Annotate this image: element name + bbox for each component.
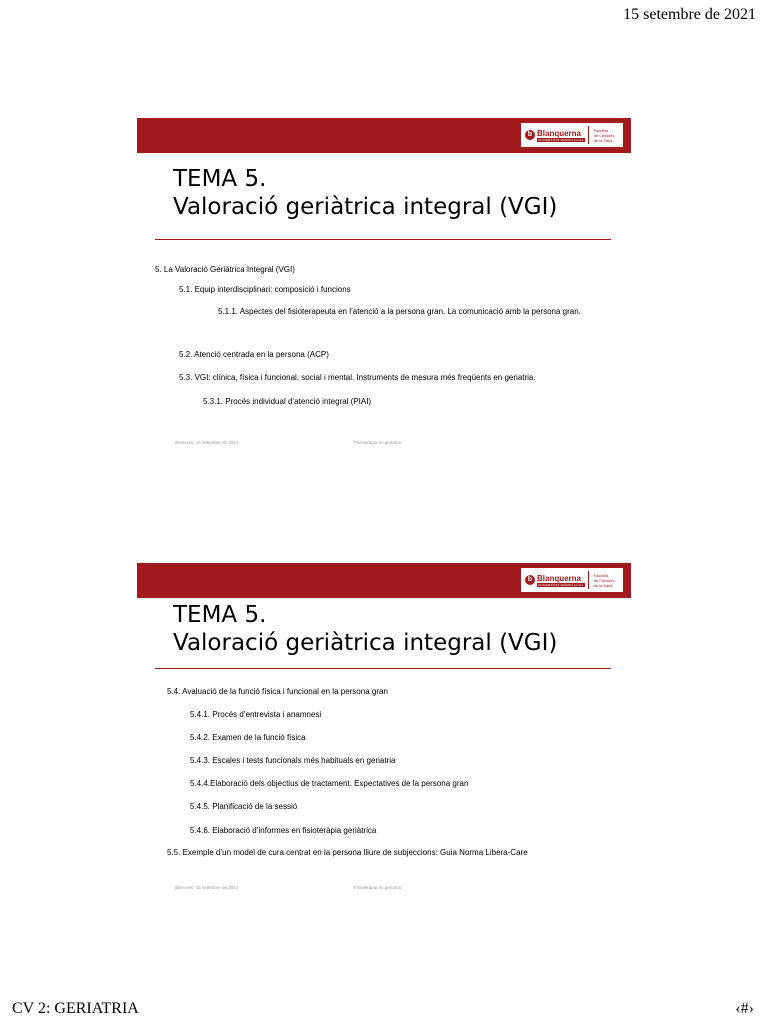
- logo-faculty-2: de Ciències: [593, 577, 615, 583]
- title-divider: [155, 668, 611, 669]
- topic-item: 5.4.4.Elaboració dels objectius de tractament. Expectatives de la persona gran: [190, 779, 469, 788]
- page-date: 15 setembre de 2021: [623, 6, 756, 23]
- slide-title-line-2: Valoració geriàtrica integral (VGI): [173, 630, 558, 656]
- slide-title: [173, 601, 557, 657]
- slide-footer-date: dimecres, 15 setembre de 2021: [175, 440, 239, 445]
- logo-faculty-1: Facultat: [593, 127, 608, 133]
- logo-faculty-2: de Ciències: [593, 132, 615, 138]
- slide-footer-course: Fisioteràpia en geriatria: [354, 885, 402, 890]
- topic-item: 5. La Valoració Geriàtrica Integral (VGI): [155, 265, 295, 274]
- slide-2: [137, 563, 631, 908]
- page-footer-title: CV 2: GERIATRIA: [12, 1000, 139, 1017]
- topic-item: 5.5. Exemple d’un model de cura centrat en la persona lliure de subjeccions: Guia Norma Libera-Care: [167, 848, 528, 857]
- slide-title-line-1: TEMA 5.: [173, 602, 267, 628]
- topic-item: 5.4.3. Escales i tests funcionals més habituals en geriatria: [190, 756, 396, 765]
- logo-faculty-3: de la Salut: [593, 137, 613, 143]
- logo-faculty-3: de la Salut: [593, 582, 613, 588]
- topic-item: 5.1.1. Aspectes del fisioterapeuta en l’atenció a la persona gran. La comunicació amb la persona gran.: [218, 307, 581, 316]
- title-divider: [155, 239, 611, 240]
- topic-item: 5.4.5. Planificació de la sessió: [190, 802, 298, 811]
- slide-title: [173, 165, 557, 221]
- page-number: ‹#›: [735, 1000, 754, 1017]
- logo-name: Blanquerna: [537, 573, 582, 583]
- logo-subtitle: UNIVERSITAT RAMON LLULL: [538, 582, 584, 587]
- logo-subtitle: UNIVERSITAT RAMON LLULL: [538, 137, 584, 142]
- blanquerna-logo: [521, 123, 623, 147]
- topic-item: 5.4.6. Elaboració d’informes en fisioteràpia geriàtrica: [190, 826, 377, 835]
- logo-mark-icon: b: [525, 130, 535, 140]
- slide-footer-course: Fisioteràpia en geriatria: [354, 440, 402, 445]
- slide-footer-date: dimecres, 15 setembre de 2021: [175, 885, 239, 890]
- blanquerna-logo: [521, 568, 623, 592]
- topic-item: 5.4.2. Examen de la funció física: [190, 733, 306, 742]
- slide-title-line-1: TEMA 5.: [173, 166, 267, 192]
- logo-name: Blanquerna: [537, 128, 582, 138]
- topic-item: 5.3. VGI: clínica, física i funcional, social i mental. Instruments de mesura més freqüents en geriatria.: [179, 373, 536, 382]
- logo-mark-icon: b: [525, 575, 535, 585]
- topic-item: 5.4. Avaluació de la funció física i funcional en la persona gran: [167, 687, 388, 696]
- topic-item: 5.4.1. Procés d’entrevista i anamnesi: [190, 710, 322, 719]
- topic-item: 5.2. Atenció centrada en la persona (ACP): [179, 350, 329, 359]
- logo-faculty-1: Facultat: [593, 572, 608, 578]
- topic-item: 5.3.1. Procés individual d’atenció integral (PIAI): [203, 397, 372, 406]
- slide-header-banner: [137, 563, 631, 598]
- slide-title-line-2: Valoració geriàtrica integral (VGI): [173, 194, 558, 220]
- slide-1: [137, 118, 631, 463]
- slide-header-banner: [137, 118, 631, 153]
- topic-item: 5.1. Equip interdisciplinari: composició i funcions: [179, 285, 351, 294]
